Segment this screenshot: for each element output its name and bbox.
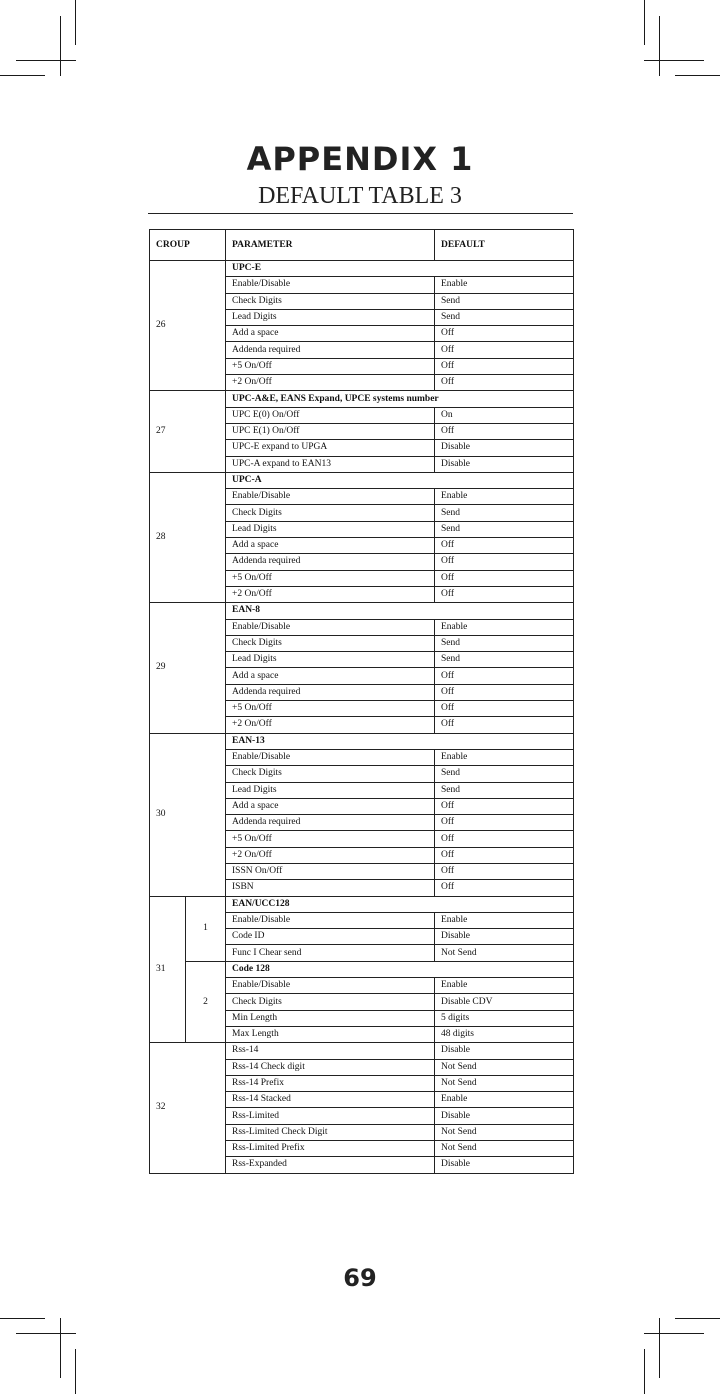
parameter-cell: +2 On/Off [226, 717, 435, 733]
default-cell: Off [435, 831, 574, 847]
default-cell: Send [435, 782, 574, 798]
crop-mark [75, 0, 76, 45]
parameter-cell: Rss-14 Check digit [226, 1059, 435, 1075]
crop-mark [16, 1333, 76, 1334]
default-cell: Send [435, 293, 574, 309]
subgroup-id: 1 [186, 896, 226, 961]
parameter-cell: Check Digits [226, 635, 435, 651]
parameter-cell: +2 On/Off [226, 375, 435, 391]
default-cell: Disable [435, 1043, 574, 1059]
parameter-cell: Add a space [226, 798, 435, 814]
header-group: CROUP [150, 230, 226, 261]
default-cell: Off [435, 358, 574, 374]
default-cell: Enable [435, 489, 574, 505]
parameter-cell: Rss-Limited [226, 1108, 435, 1124]
parameter-cell: Addenda required [226, 815, 435, 831]
default-cell: Off [435, 586, 574, 602]
default-cell: Enable [435, 619, 574, 635]
crop-mark [644, 0, 645, 45]
default-cell: Enable [435, 978, 574, 994]
crop-mark [0, 75, 45, 76]
parameter-cell: Rss-Expanded [226, 1157, 435, 1173]
parameter-cell: Lead Digits [226, 309, 435, 325]
parameter-cell: Check Digits [226, 994, 435, 1010]
parameter-cell: Enable/Disable [226, 749, 435, 765]
parameter-cell: Min Length [226, 1010, 435, 1026]
group-id: 32 [150, 1043, 226, 1173]
parameter-cell: +5 On/Off [226, 701, 435, 717]
default-cell: Disable [435, 456, 574, 472]
page-subtitle: DEFAULT TABLE 3 [258, 183, 462, 209]
page-number: 69 [343, 1264, 377, 1292]
parameter-cell: Addenda required [226, 342, 435, 358]
default-cell: Off [435, 717, 574, 733]
parameter-cell: Rss-14 Prefix [226, 1075, 435, 1091]
default-cell: Not Send [435, 945, 574, 961]
default-cell: Off [435, 863, 574, 879]
default-cell: Enable [435, 1092, 574, 1108]
default-cell: Disable CDV [435, 994, 574, 1010]
default-cell: Disable [435, 440, 574, 456]
crop-mark [16, 60, 76, 61]
default-cell: Off [435, 815, 574, 831]
default-cell: Not Send [435, 1075, 574, 1091]
group-id: 26 [150, 261, 226, 391]
parameter-cell: Addenda required [226, 554, 435, 570]
default-cell: 48 digits [435, 1026, 574, 1042]
default-cell: Send [435, 766, 574, 782]
subgroup-title-row [150, 961, 574, 977]
subgroup-title: EAN/UCC128 [226, 896, 574, 912]
group-title-row [150, 472, 574, 488]
parameter-cell: Check Digits [226, 293, 435, 309]
parameter-cell: Lead Digits [226, 652, 435, 668]
parameter-cell: UPC-E expand to UPGA [226, 440, 435, 456]
title-rule [148, 213, 573, 214]
default-cell: Enable [435, 277, 574, 293]
parameter-cell: Rss-Limited Prefix [226, 1141, 435, 1157]
default-table [149, 229, 574, 1174]
crop-mark [644, 60, 704, 61]
default-cell: Off [435, 798, 574, 814]
default-cell: Off [435, 684, 574, 700]
parameter-cell: Lead Digits [226, 521, 435, 537]
group-id: 31 [150, 896, 186, 1043]
default-cell: On [435, 407, 574, 423]
parameter-cell: Enable/Disable [226, 619, 435, 635]
parameter-cell: +5 On/Off [226, 831, 435, 847]
parameter-cell: +2 On/Off [226, 586, 435, 602]
default-cell: Not Send [435, 1059, 574, 1075]
group-title: UPC-A&E, EANS Expand, UPCE systems number [226, 391, 574, 407]
default-cell: Off [435, 538, 574, 554]
parameter-cell: +5 On/Off [226, 570, 435, 586]
default-cell: Off [435, 423, 574, 439]
default-cell: Off [435, 342, 574, 358]
parameter-cell: Max Length [226, 1026, 435, 1042]
parameter-cell: Rss-Limited Check Digit [226, 1124, 435, 1140]
crop-mark [644, 1349, 645, 1394]
default-cell: Enable [435, 912, 574, 928]
default-cell: Off [435, 668, 574, 684]
parameter-cell: Enable/Disable [226, 978, 435, 994]
default-cell: Off [435, 701, 574, 717]
parameter-cell: UPC E(1) On/Off [226, 423, 435, 439]
subgroup-id: 2 [186, 961, 226, 1042]
default-cell: 5 digits [435, 1010, 574, 1026]
crop-mark [675, 1318, 720, 1319]
default-cell: Disable [435, 1157, 574, 1173]
parameter-cell: Code ID [226, 929, 435, 945]
parameter-cell: +2 On/Off [226, 847, 435, 863]
parameter-cell: Check Digits [226, 766, 435, 782]
default-cell: Off [435, 375, 574, 391]
header-default: DEFAULT [435, 230, 574, 261]
group-title: EAN-8 [226, 603, 574, 619]
group-id: 27 [150, 391, 226, 472]
crop-mark [659, 1318, 660, 1378]
default-cell: Off [435, 326, 574, 342]
subgroup-title: Code 128 [226, 961, 574, 977]
group-title: UPC-A [226, 472, 574, 488]
group-id: 29 [150, 603, 226, 733]
crop-mark [644, 1333, 704, 1334]
parameter-cell: Func I Chear send [226, 945, 435, 961]
default-cell: Off [435, 880, 574, 896]
default-cell: Not Send [435, 1124, 574, 1140]
group-title: EAN-13 [226, 733, 574, 749]
table-row [150, 1043, 574, 1059]
parameter-cell: Add a space [226, 538, 435, 554]
default-cell: Off [435, 570, 574, 586]
parameter-cell: Check Digits [226, 505, 435, 521]
default-cell: Enable [435, 749, 574, 765]
parameter-cell: Addenda required [226, 684, 435, 700]
default-cell: Send [435, 505, 574, 521]
default-cell: Send [435, 635, 574, 651]
parameter-cell: ISBN [226, 880, 435, 896]
parameter-cell: Enable/Disable [226, 489, 435, 505]
parameter-cell: ISSN On/Off [226, 863, 435, 879]
subgroup-title-row [150, 896, 574, 912]
header-parameter: PARAMETER [226, 230, 435, 261]
crop-mark [75, 1349, 76, 1394]
parameter-cell: UPC E(0) On/Off [226, 407, 435, 423]
default-cell: Send [435, 521, 574, 537]
group-title-row [150, 603, 574, 619]
default-cell: Send [435, 309, 574, 325]
parameter-cell: Enable/Disable [226, 277, 435, 293]
crop-mark [60, 1318, 61, 1378]
table-header-row [150, 230, 574, 261]
parameter-cell: Rss-14 Stacked [226, 1092, 435, 1108]
group-id: 30 [150, 733, 226, 896]
group-title-row [150, 261, 574, 277]
group-title-row [150, 391, 574, 407]
parameter-cell: UPC-A expand to EAN13 [226, 456, 435, 472]
parameter-cell: Add a space [226, 668, 435, 684]
default-cell: Disable [435, 1108, 574, 1124]
crop-mark [60, 16, 61, 76]
default-cell: Off [435, 847, 574, 863]
default-cell: Send [435, 652, 574, 668]
default-cell: Off [435, 554, 574, 570]
crop-mark [659, 16, 660, 76]
page-title: APPENDIX 1 [246, 140, 474, 178]
crop-mark [0, 1318, 45, 1319]
group-title: UPC-E [226, 261, 574, 277]
group-title-row [150, 733, 574, 749]
parameter-cell: Enable/Disable [226, 912, 435, 928]
parameter-cell: Add a space [226, 326, 435, 342]
default-cell: Disable [435, 929, 574, 945]
parameter-cell: Lead Digits [226, 782, 435, 798]
parameter-cell: +5 On/Off [226, 358, 435, 374]
group-id: 28 [150, 472, 226, 602]
crop-mark [675, 75, 720, 76]
parameter-cell: Rss-14 [226, 1043, 435, 1059]
default-cell: Not Send [435, 1141, 574, 1157]
